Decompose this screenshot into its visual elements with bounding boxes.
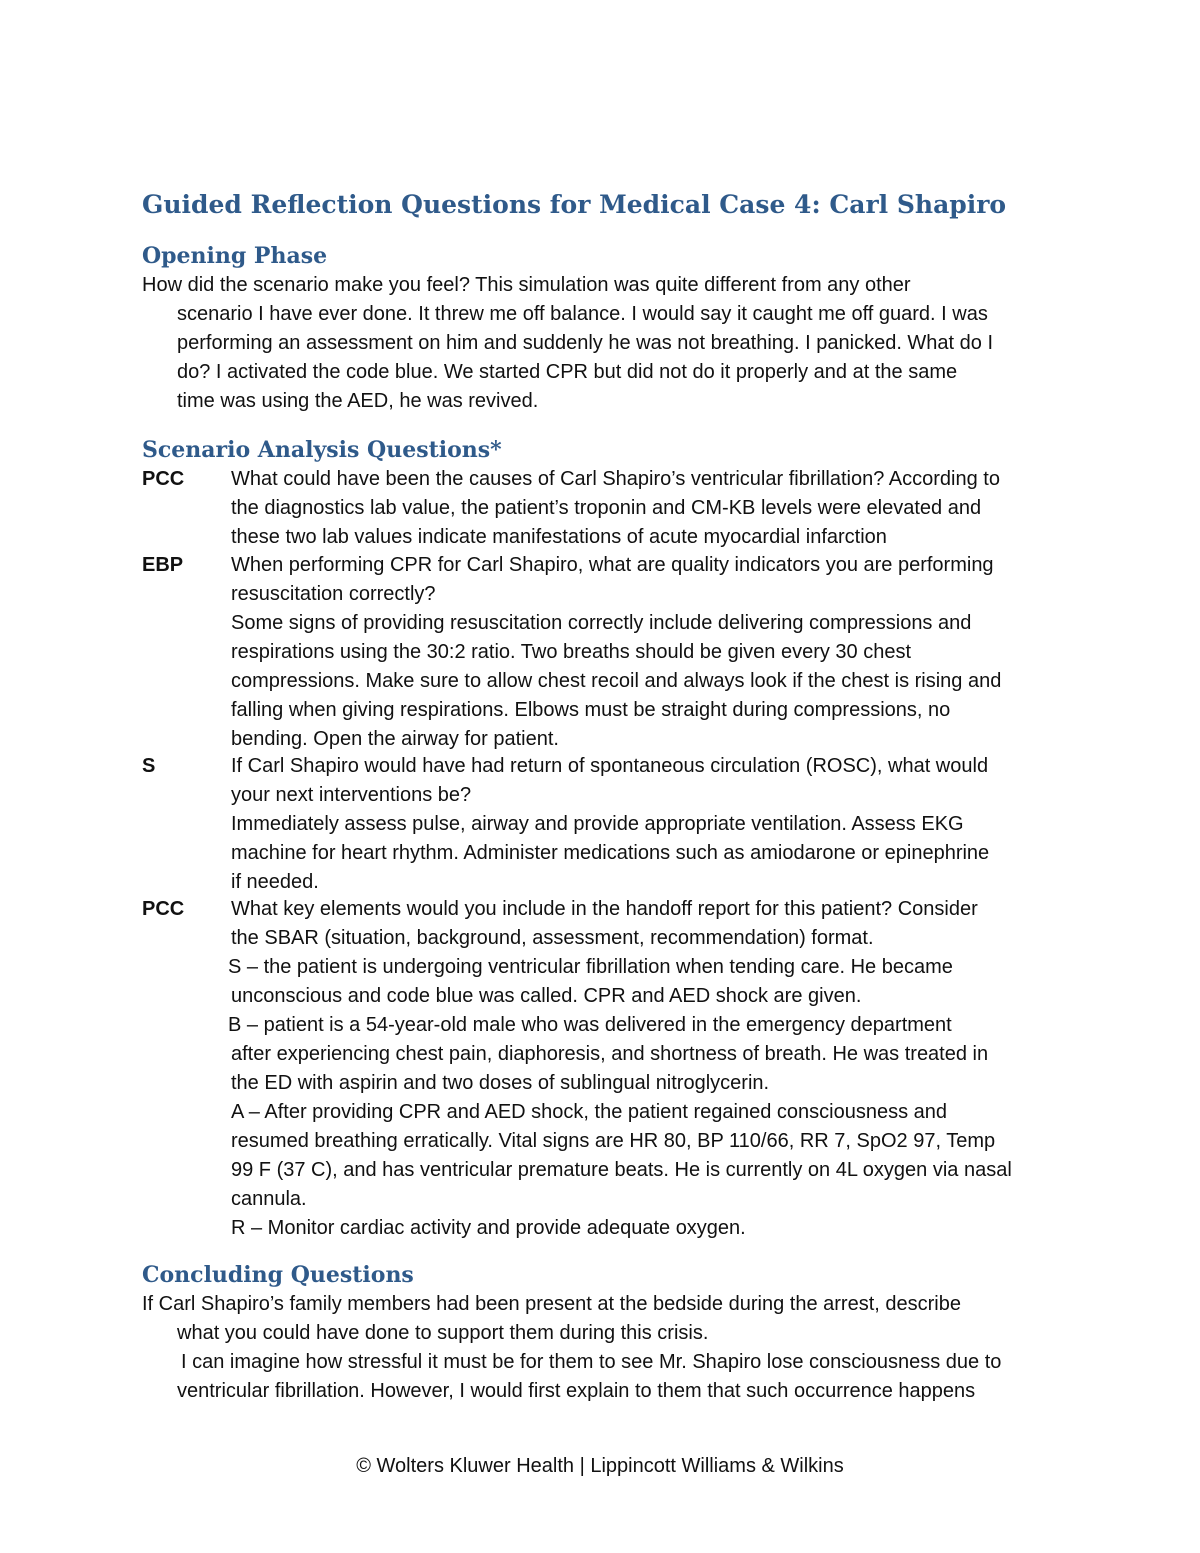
item-line: machine for heart rhythm. Administer medications such as amiodarone or epinephrine: [231, 842, 990, 864]
concluding-paragraph: [142, 1290, 1072, 1406]
sbar-recommendation-line: R – Monitor cardiac activity and provide adequate oxygen.: [231, 1217, 746, 1239]
item-line: after experiencing chest pain, diaphoresis, and shortness of breath. He was treated in: [231, 1043, 989, 1065]
scenario-analysis-heading: Scenario Analysis Questions*: [142, 437, 502, 463]
paragraph-line: ventricular fibrillation. However, I would first explain to them that such occurrence happens: [177, 1380, 976, 1402]
sbar-assessment-line: A – After providing CPR and AED shock, the patient regained consciousness and: [231, 1101, 947, 1123]
item-line: 99 F (37 C), and has ventricular premature beats. He is currently on 4L oxygen via nasal: [231, 1159, 1012, 1181]
item-line: the ED with aspirin and two doses of sublingual nitroglycerin.: [231, 1072, 770, 1094]
item-line: cannula.: [231, 1188, 307, 1210]
opening-phase-heading: Opening Phase: [142, 243, 328, 269]
paragraph-line: time was using the AED, he was revived.: [177, 390, 539, 412]
item-line: When performing CPR for Carl Shapiro, what are quality indicators you are performing: [231, 554, 994, 576]
paragraph-line: performing an assessment on him and suddenly he was not breathing. I panicked. What do I: [177, 332, 994, 354]
item-code: PCC: [142, 898, 185, 920]
item-line: If Carl Shapiro would have had return of spontaneous circulation (ROSC), what would: [231, 755, 989, 777]
item-body: [231, 551, 1072, 754]
item-line: resumed breathing erratically. Vital signs are HR 80, BP 110/66, RR 7, SpO2 97, Temp: [231, 1130, 996, 1152]
paragraph-line: I can imagine how stressful it must be for them to see Mr. Shapiro lose consciousness due to: [181, 1351, 1002, 1373]
item-code: S: [142, 755, 156, 777]
item-code: EBP: [142, 554, 184, 576]
item-line: What key elements would you include in the handoff report for this patient? Consider: [231, 898, 978, 920]
item-line: resuscitation correctly?: [231, 583, 436, 605]
item-line: the diagnostics lab value, the patient’s troponin and CM-KB levels were elevated and: [231, 497, 982, 519]
paragraph-line: scenario I have ever done. It threw me off balance. I would say it caught me off guard. I was: [177, 303, 988, 325]
copyright-footer: © Wolters Kluwer Health | Lippincott Williams & Wilkins: [356, 1455, 844, 1477]
item-line: the SBAR (situation, background, assessment, recommendation) format.: [231, 927, 874, 949]
document-title: Guided Reflection Questions for Medical Case 4: Carl Shapiro: [142, 190, 1007, 219]
opening-phase-paragraph: [142, 271, 1072, 416]
paragraph-line: what you could have done to support them during this crisis.: [177, 1322, 709, 1344]
paragraph-line: If Carl Shapiro’s family members had been present at the bedside during the arrest, describe: [142, 1293, 961, 1315]
item-body: [231, 465, 1072, 552]
item-line: Some signs of providing resuscitation correctly include delivering compressions and: [231, 612, 972, 634]
item-body: [231, 752, 1072, 897]
item-line: respirations using the 30:2 ratio. Two breaths should be given every 30 chest: [231, 641, 912, 663]
item-line: What could have been the causes of Carl Shapiro’s ventricular fibrillation? According to: [231, 468, 1000, 490]
paragraph-line: do? I activated the code blue. We started CPR but did not do it properly and at the same: [177, 361, 958, 383]
item-line: unconscious and code blue was called. CPR and AED shock are given.: [231, 985, 862, 1007]
sbar-situation-line: S – the patient is undergoing ventricular fibrillation when tending care. He became: [228, 956, 953, 978]
paragraph-line: How did the scenario make you feel? This simulation was quite different from any other: [142, 274, 911, 296]
item-line: bending. Open the airway for patient.: [231, 728, 559, 750]
item-line: Immediately assess pulse, airway and provide appropriate ventilation. Assess EKG: [231, 813, 964, 835]
item-body: [228, 895, 1072, 1243]
item-line: compressions. Make sure to allow chest recoil and always look if the chest is rising and: [231, 670, 1002, 692]
item-line: these two lab values indicate manifestations of acute myocardial infarction: [231, 526, 887, 548]
item-line: if needed.: [231, 871, 319, 893]
item-line: falling when giving respirations. Elbows must be straight during compressions, no: [231, 699, 951, 721]
item-code: PCC: [142, 468, 185, 490]
sbar-background-line: B – patient is a 54-year-old male who was delivered in the emergency department: [228, 1014, 952, 1036]
item-line: your next interventions be?: [231, 784, 472, 806]
concluding-questions-heading: Concluding Questions: [142, 1262, 414, 1288]
